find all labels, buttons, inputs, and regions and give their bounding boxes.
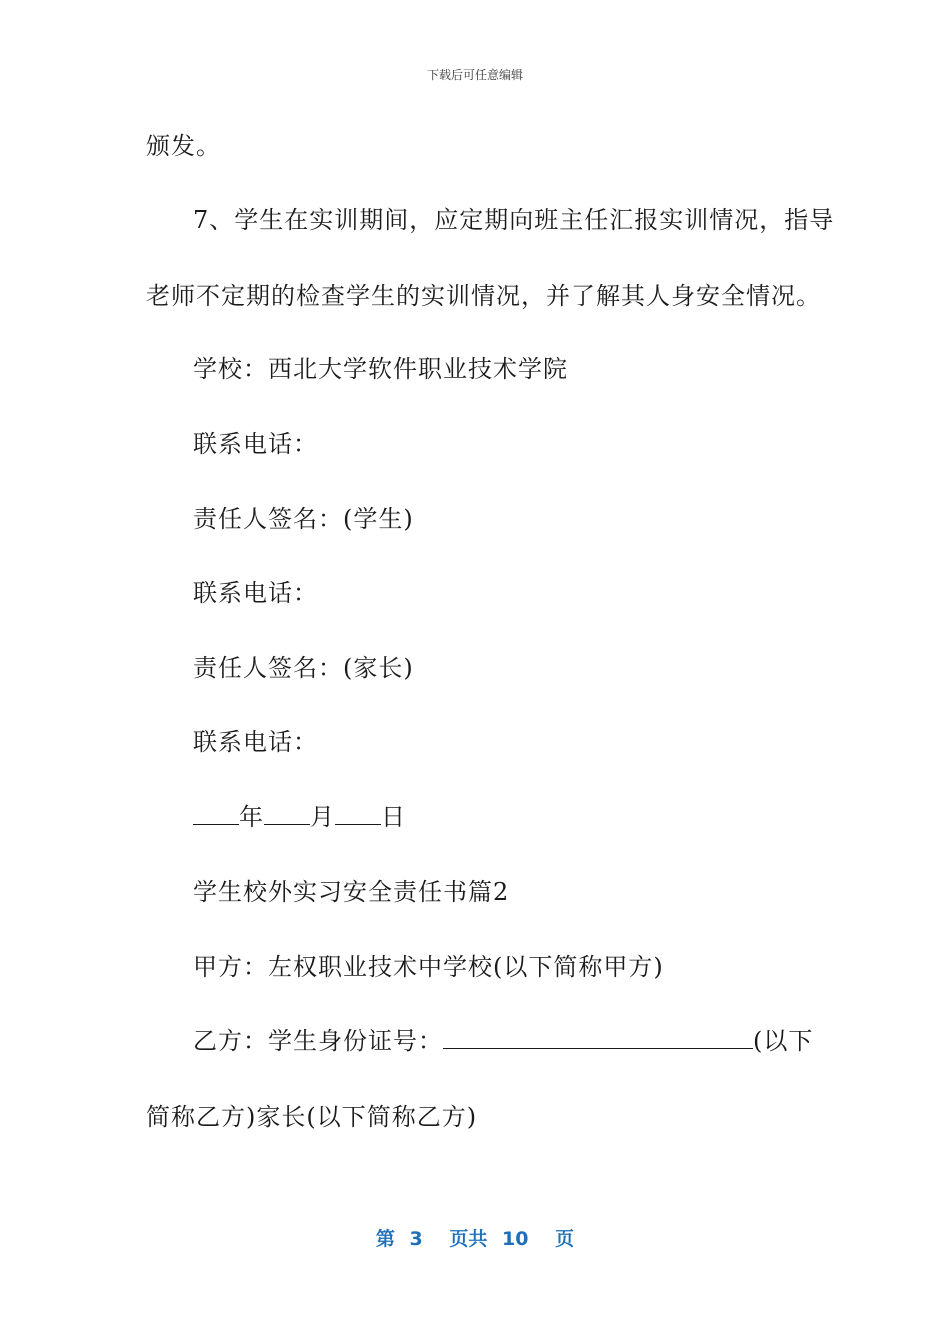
day-blank bbox=[335, 802, 381, 825]
page-header-note: 下载后可任意编辑 bbox=[426, 68, 523, 82]
phone-label: 联系电话： bbox=[193, 579, 318, 607]
day-label: 日 bbox=[381, 803, 406, 831]
party-b-tail: (以下 bbox=[753, 1027, 814, 1055]
month-label: 月 bbox=[310, 803, 335, 831]
phone-label: 联系电话： bbox=[193, 728, 318, 756]
page-suffix: 页 bbox=[555, 1228, 575, 1250]
phone-label: 联系电话： bbox=[193, 430, 318, 458]
school-line: 学校：西北大学软件职业技术学院 bbox=[193, 355, 568, 383]
page-total: 10 bbox=[502, 1228, 529, 1250]
party-b-label: 乙方：学生身份证号： bbox=[193, 1027, 443, 1055]
year-label: 年 bbox=[239, 803, 264, 831]
paragraph-line: 颁发。 bbox=[146, 132, 221, 160]
paragraph-line: 7、学生在实训期间，应定期向班主任汇报实训情况，指导 bbox=[193, 206, 835, 234]
page-prefix: 第 bbox=[375, 1228, 395, 1250]
id-number-blank bbox=[443, 1026, 753, 1049]
month-blank bbox=[264, 802, 310, 825]
date-line bbox=[193, 801, 406, 833]
party-b-line bbox=[193, 1025, 813, 1057]
section-title: 学生校外实习安全责任书篇2 bbox=[193, 878, 510, 906]
paragraph-line: 简称乙方)家长(以下简称乙方) bbox=[146, 1103, 478, 1131]
parent-signature-label: 责任人签名：(家长) bbox=[193, 654, 414, 682]
paragraph-line: 老师不定期的检查学生的实训情况，并了解其人身安全情况。 bbox=[146, 282, 821, 310]
page-mid: 页共 bbox=[449, 1228, 488, 1250]
page-footer bbox=[0, 1224, 950, 1251]
party-a-line: 甲方：左权职业技术中学校(以下简称甲方) bbox=[193, 953, 664, 981]
year-blank bbox=[193, 802, 239, 825]
page-current: 3 bbox=[409, 1228, 423, 1250]
student-signature-label: 责任人签名：(学生) bbox=[193, 505, 414, 533]
